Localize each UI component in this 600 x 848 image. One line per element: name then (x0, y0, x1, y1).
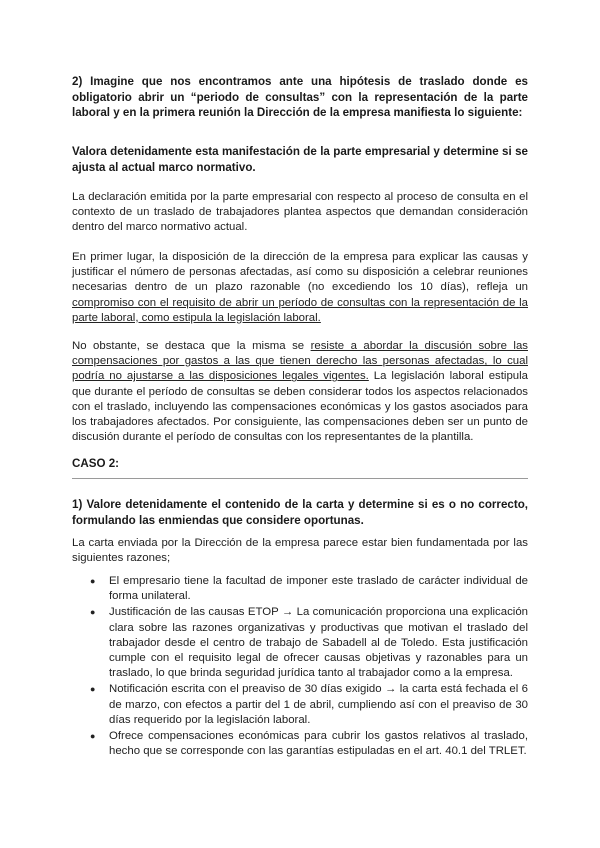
section-divider (72, 478, 528, 479)
caso-2-bullet-list (90, 574, 528, 760)
answer-paragraph-2-block (72, 250, 528, 326)
answer-paragraph-3 (72, 339, 528, 445)
caso-2-intro-block (72, 536, 528, 566)
list-item-text: Justificación de las causas ETOP → La comunicación proporciona una explicación clara sobre las razones organizativas y productivas que motivan el traslado del trabajador desde el centro de trabajo de Sabadell al de Toledo. Esta justificación cumple con el requisito legal de ofrecer causas objetivas y razonables para un traslado, lo que brinda seguridad jurídica tanto al trabajador como a la empresa. (109, 606, 528, 680)
bullet-icon: ● (90, 607, 96, 618)
bullet-icon: ● (90, 731, 96, 742)
answer-paragraph-1-block (72, 190, 528, 236)
answer-paragraph-3-text-start: No obstante, se destaca que la misma se (72, 340, 311, 352)
bullet-icon: ● (90, 684, 96, 695)
answer-paragraph-2-text: En primer lugar, la disposición de la dirección de la empresa para explicar las causas y justificar el número de personas afectadas, así como su disposición a celebrar reuniones necesarias dentro de un plazo razonable (no excediendo los 10 días), refleja un (72, 251, 528, 294)
answer-paragraph-3-underlined: resiste a abordar la discusión sobre las compensaciones por gastos a las que tienen derecho las personas afectadas, lo cual podría no ajustarse a las disposiciones legales vigentes. (72, 340, 528, 383)
caso-2-heading: CASO 2: (72, 457, 120, 470)
question-2-title: 2) Imagine que nos encontramos ante una hipótesis de traslado donde es obligatorio abrir un “periodo de consultas” con la representación de la parte laboral y en la primera reunión la Dirección de la empresa manifiesta lo siguiente: (72, 75, 528, 119)
bullet-icon: ● (90, 576, 96, 586)
list-item (90, 682, 528, 728)
list-item-text: Ofrece compensaciones económicas para cubrir los gastos relativos al traslado, hecho que se corresponde con las garantías estipuladas en el art. 40.1 del TRLET. (109, 730, 528, 758)
caso-2-intro: La carta enviada por la Dirección de la empresa parece estar bien fundamentada por las siguientes razones; (72, 537, 528, 565)
list-item (90, 574, 528, 604)
answer-paragraph-3-text-end: La legislación laboral estipula que durante el período de consultas se deben considerar todos los aspectos relacionados con el traslado, incluyendo las compensaciones económicas y los gastos asociados para los trabajadores afectados. Por consiguiente, las compensaciones deben ser un punto de discusión durante el período de consultas con los representantes de la plantilla. (72, 370, 528, 444)
bullet-list (90, 574, 528, 759)
question-2-instruction: Valora detenidamente esta manifestación de la parte empresarial y determine si se ajusta al actual marco normativo. (72, 145, 528, 174)
list-item-text: El empresario tiene la facultad de imponer este traslado de carácter individual de forma unilateral. (109, 575, 528, 603)
caso-2-question-1-title: 1) Valore detenidamente el contenido de la carta y determine si es o no correcto, formulando las enmiendas que considere oportunas. (72, 498, 528, 527)
list-item-text: Notificación escrita con el preaviso de 30 días exigido → la carta está fechada el 6 de marzo, con efectos a partir del 1 de abril, cumpliendo así con el preaviso de 30 días requerido por la legislación laboral. (109, 683, 528, 726)
question-2-instruction-block (72, 144, 528, 175)
caso-2-question-1-block (72, 497, 528, 528)
answer-paragraph-2 (72, 250, 528, 326)
question-2-title-block (72, 74, 528, 121)
list-item (90, 605, 528, 681)
answer-paragraph-1: La declaración emitida por la parte empresarial con respecto al proceso de consulta en el contexto de un traslado de trabajadores plantea aspectos que demandan consideración dentro del marco normativo actual. (72, 191, 528, 234)
answer-paragraph-3-block (72, 339, 528, 445)
answer-paragraph-2-underlined: compromiso con el requisito de abrir un período de consultas con la representación de la parte laboral, como estipula la legislación laboral. (72, 296, 528, 324)
caso-2-heading-block (72, 456, 528, 472)
list-item (90, 729, 528, 759)
